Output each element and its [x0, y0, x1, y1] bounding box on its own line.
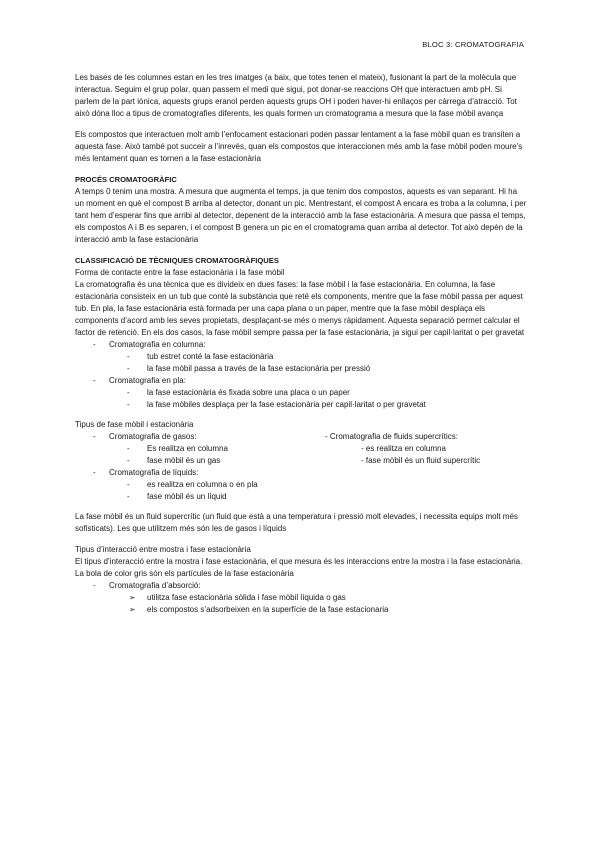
list-item-pla: - Cromatografia en pla:: [75, 375, 527, 387]
subheading-forma-contacte: Forma de contacte entre la fase estacionària i la fase mòbil: [75, 268, 285, 277]
list-item-fluids: - Cromatografia de fluids supercrítics:: [325, 432, 458, 441]
list-item: - fase mòbil és un gas: [75, 455, 527, 467]
list-liquids: [75, 467, 527, 503]
subheading-tipus-fase: Tipus de fase mòbil i estacionària: [75, 420, 194, 429]
list-item: - la fase estacionària és fixada sobre una placa o un paper: [75, 387, 527, 399]
list-item-gasos: - Cromatografia de gasos:: [75, 431, 527, 443]
list-item: - es realitza en columna: [361, 444, 446, 453]
list-item-columna: - Cromatografia en columna:: [75, 339, 527, 351]
paragraph-forma-contacte: La cromatografia és una tècnica que es divideix en dues fases: la fase mòbil i la fase estacionària. En columna, la fase estacionària consisteix en un tub que conté la substància que reté els components, mentre que la fase mòbil passa per aquest tub. En pla, la fase estacionària està formada per una capa plana o un paper, mentre que la fase mòbil desplaça els components d’acord amb les seves propietats, desplaçant-se més o menys ràpidament. Aquesta separació permet calcular el factor de retenció. En els dos casos, la fase mòbil sempre passa per la fase estacionària, ja sigui per capil·laritat o per gravetat: [75, 280, 525, 337]
list-item-absorcio: - Cromatografia d’absorció:: [75, 580, 527, 592]
list-item: - fase mòbil és un fluid supercrític: [361, 456, 481, 465]
list-absorcio: [75, 580, 527, 616]
paragraph-supercritic: La fase mòbil és un fluid supercrític (un fluid que està a una temperatura i pressió molt elevades, i necessita equips molt més sofisticats). Les que utilitzem més són les de gasos i líquids: [75, 512, 518, 533]
paragraph-intro: Les bases de les columnes estan en les tres imatges (a baix, que totes tenen el mateix), fusionant la part de la molècula que interactua. Seguim el grup polar, quan passem el medi que sigui, pot donar-se reaccions OH que interactuen amb pH. Si parlem de la part iònica, aquests grups eranol perden aquests grups OH i poden haver-hi enllaços per càrrega d’atracció. Tot això dóna lloc a tipus de cromatografies diferents, les quals formen un cromatograma a mesura que la fase mòbil avança: [75, 73, 517, 118]
list-item: - la fase mòbil passa a través de la fase estacionària per pressió: [75, 363, 527, 375]
document-body: [75, 72, 527, 616]
list-contacte: [75, 339, 527, 411]
list-tipus-fase: [75, 431, 527, 467]
list-item: - tub estret conté la fase estacionària: [75, 351, 527, 363]
list-item: ➢ utilitza fase estacionària sòlida i fase mòbil líquida o gas: [75, 592, 527, 604]
list-item: - la fase mòbiles desplaça per la fase estacionària per capil·laritat o per gravetat: [75, 399, 527, 411]
paragraph-proces: A temps 0 tenim una mostra. A mesura que augmenta el temps, ja que tenim dos compostos, aquests es van separant. Hi ha un moment en què el compost B arriba al detector, donant un pic. Mentrestant, el compost A encara es troba a la columna, i per tant hem d’esperar fins que arribi al detector, depenent de la interacció amb la fase estacionària. A mesura que passa el temps, els compostos A i B es separen, i el compost B genera un pic en el cromatograma quan arriba al detector. Tot això depèn de la interacció amb la fase estacionària: [75, 187, 527, 244]
list-item-liquids: - Cromatografia de líquids:: [75, 467, 527, 479]
list-item: - fase mòbil és un líquid: [75, 491, 527, 503]
paragraph-interaccio: El tipus d’interacció entre la mostra i fase estacionària, el que mesura és les interaccions entre la mostra i la fase estacionària. La bola de color gris són els partícules de la fase estacionària: [75, 557, 523, 578]
heading-classificacio: CLASSIFICACIÓ DE TÈCNIQUES CROMATOGRÀFIQUES: [75, 256, 279, 265]
list-item: - es realitza en columna o en pla: [75, 479, 527, 491]
list-item: - Es realitza en columna: [75, 443, 527, 455]
subheading-interaccio: Tipus d’interacció entre mostra i fase estacionària: [75, 545, 251, 554]
list-item: ➢ els compostos s’adsorbeixen en la superfície de la fase estacionaria: [75, 604, 527, 616]
heading-proces: PROCÉS CROMATOGRÀFIC: [75, 175, 177, 184]
paragraph-interaction: Els compostos que interactuen molt amb l’enfocament estacionari poden passar lentament a la fase mòbil quan es transiten a aquesta fase. Això també pot succeir a l’inrevés, quan els compostos que interaccionen més amb la fase mòbil poden moure’s més lentament quan es tornen a la fase estacionària: [75, 130, 523, 163]
page-header: BLOC 3: CROMATOGRAFIA: [422, 40, 524, 49]
